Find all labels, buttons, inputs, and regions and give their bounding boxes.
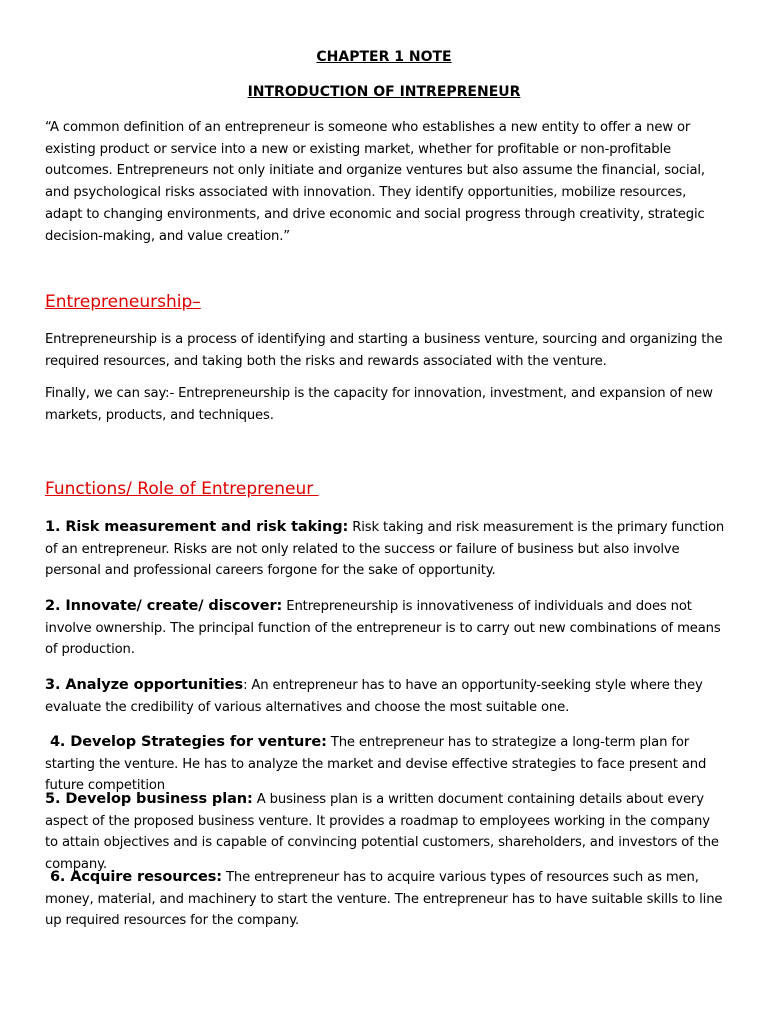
- definition-paragraph: “A common definition of an entrepreneur is someone who establishes a new entity to offer a new or existing product or service into a new or existing market, whether for profitable or non-profitable outcomes. Entrepreneurs not only initiate and organize ventures but also assume the financial, social, and psychological risks associated with innovation. They identify opportunities, mobilize resources, adapt to changing environments, and drive economic and social progress through creativity, strategic decision-making, and value creation.”: [45, 120, 705, 244]
- function-text: Risk taking and risk measurement is the primary function of an entrepreneur. Risks are not only related to the success or failure of business but also involve personal and professional careers forgone for the sake of opportunity.: [45, 520, 725, 579]
- function-item: [45, 732, 725, 797]
- function-item: [45, 867, 725, 932]
- function-item: [45, 789, 725, 876]
- function-item: [45, 675, 725, 718]
- function-lead: 2. Innovate/ create/ discover:: [45, 598, 283, 614]
- entrepreneurship-paragraph-1: Entrepreneurship is a process of identifying and starting a business venture, sourcing and organizing the required resources, and taking both the risks and rewards associated with the venture.: [45, 332, 723, 369]
- function-lead: 5. Develop business plan:: [45, 791, 253, 807]
- function-lead: 4. Develop Strategies for venture:: [45, 734, 327, 750]
- function-text: Entrepreneurship is innovativeness of individuals and does not involve ownership. The principal function of the entrepreneur is to carry out new combinations of means of production.: [45, 599, 721, 658]
- functions-heading: Functions/ Role of Entrepreneur: [45, 479, 319, 499]
- intro-title: INTRODUCTION OF INTREPRENEUR: [247, 84, 521, 100]
- function-lead: 3. Analyze opportunities: [45, 677, 244, 693]
- function-lead: 1. Risk measurement and risk taking:: [45, 519, 349, 535]
- chapter-title: CHAPTER 1 NOTE: [316, 49, 452, 65]
- function-text: The entrepreneur has to acquire various types of resources such as men, money, material, and machinery to start the venture. The entrepreneur has to have suitable skills to line up required resources for the company.: [45, 870, 723, 929]
- function-text: The entrepreneur has to strategize a long-term plan for starting the venture. He has to analyze the market and devise effective strategies to face present and future competition: [45, 735, 707, 794]
- function-lead: 6. Acquire resources:: [45, 869, 222, 885]
- function-text: A business plan is a written document containing details about every aspect of the proposed business venture. It provides a roadmap to employees working in the company to attain objectives and is capable of convincing potential customers, shareholders, and investors of the company.: [45, 792, 719, 873]
- function-text: : An entrepreneur has to have an opportunity-seeking style where they evaluate the credibility of various alternatives and choose the most suitable one.: [45, 678, 703, 715]
- entrepreneurship-paragraph-2: Finally, we can say:- Entrepreneurship is the capacity for innovation, investment, and expansion of new markets, products, and techniques.: [45, 386, 713, 423]
- function-item: [45, 517, 725, 582]
- entrepreneurship-heading: Entrepreneurship–: [45, 292, 201, 312]
- function-item: [45, 596, 725, 661]
